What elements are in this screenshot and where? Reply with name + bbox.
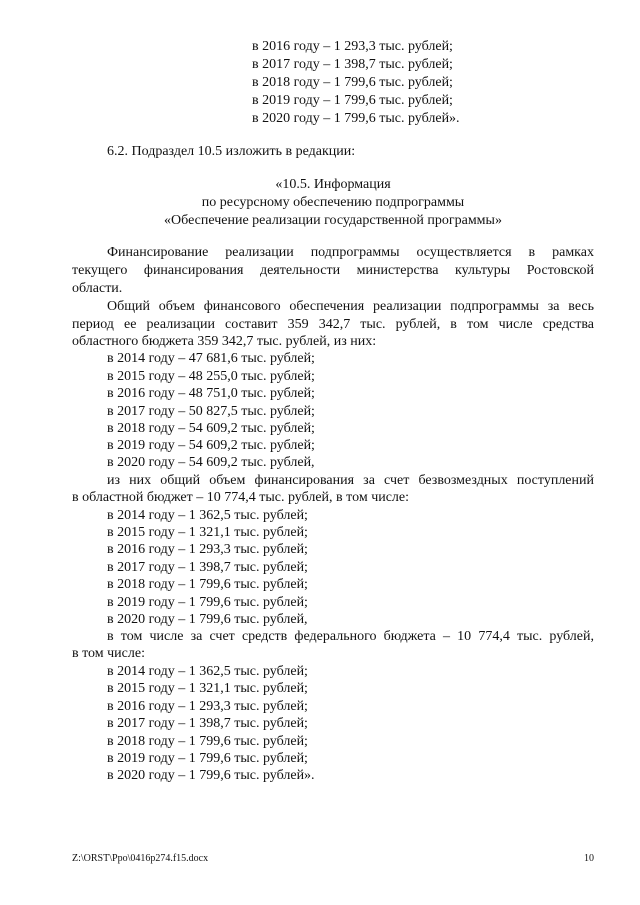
list-item: в 2020 году – 1 799,6 тыс. рублей». xyxy=(107,768,315,783)
list-item: в 2017 году – 50 827,5 тыс. рублей; xyxy=(107,404,315,419)
list-item: в 2015 году – 1 321,1 тыс. рублей; xyxy=(107,525,308,540)
paragraph-line: областного бюджета 359 342,7 тыс. рублей, из них: xyxy=(72,334,377,349)
paragraph-line: Финансирование реализации подпрограммы осуществляется в рамках xyxy=(107,245,594,260)
section-heading-line: «Обеспечение реализации государственной программы» xyxy=(164,213,502,228)
list-item: в 2014 году – 1 362,5 тыс. рублей; xyxy=(107,664,308,679)
list-item: в 2015 году – 1 321,1 тыс. рублей; xyxy=(107,681,308,696)
list-item: в 2018 году – 1 799,6 тыс. рублей; xyxy=(107,577,308,592)
page-number: 10 xyxy=(584,853,594,864)
paragraph-line: в том числе: xyxy=(72,646,145,661)
list-item: в 2014 году – 1 362,5 тыс. рублей; xyxy=(107,508,308,523)
item-6-2: 6.2. Подраздел 10.5 изложить в редакции: xyxy=(107,144,356,159)
list-item: в 2017 году – 1 398,7 тыс. рублей; xyxy=(107,716,308,731)
paragraph-line: из них общий объем финансирования за счет безвозмездных поступлений xyxy=(107,473,594,488)
list-item: в 2019 году – 54 609,2 тыс. рублей; xyxy=(107,438,315,453)
list-item: в 2016 году – 48 751,0 тыс. рублей; xyxy=(107,386,315,401)
list-item: в 2020 году – 54 609,2 тыс. рублей, xyxy=(107,455,315,470)
list-item: в 2018 году – 1 799,6 тыс. рублей; xyxy=(107,734,308,749)
list-item: в 2019 году – 1 799,6 тыс. рублей; xyxy=(107,595,308,610)
list-item: в 2014 году – 47 681,6 тыс. рублей; xyxy=(107,351,315,366)
top-list-item: в 2018 году – 1 799,6 тыс. рублей; xyxy=(252,75,453,90)
list-item: в 2019 году – 1 799,6 тыс. рублей; xyxy=(107,751,308,766)
list-item: в 2016 году – 1 293,3 тыс. рублей; xyxy=(107,542,308,557)
list-item: в 2017 году – 1 398,7 тыс. рублей; xyxy=(107,560,308,575)
top-list-item: в 2019 году – 1 799,6 тыс. рублей; xyxy=(252,93,453,108)
list-item: в 2020 году – 1 799,6 тыс. рублей, xyxy=(107,612,308,627)
paragraph-line: Общий объем финансового обеспечения реализации подпрограммы за весь xyxy=(107,299,594,314)
list-item: в 2018 году – 54 609,2 тыс. рублей; xyxy=(107,421,315,436)
top-list-item: в 2017 году – 1 398,7 тыс. рублей; xyxy=(252,57,453,72)
paragraph-line: в том числе за счет средств федерального бюджета – 10 774,4 тыс. рублей, xyxy=(107,629,594,644)
paragraph-line: период ее реализации составит 359 342,7 тыс. рублей, в том числе средства xyxy=(72,317,594,332)
paragraph-line: в областной бюджет – 10 774,4 тыс. рублей, в том числе: xyxy=(72,490,410,505)
list-item: в 2016 году – 1 293,3 тыс. рублей; xyxy=(107,699,308,714)
top-list-item: в 2020 году – 1 799,6 тыс. рублей». xyxy=(252,111,460,126)
top-list-item: в 2016 году – 1 293,3 тыс. рублей; xyxy=(252,39,453,54)
paragraph-line: области. xyxy=(72,281,123,296)
footer-file-path: Z:\ORST\Ppo\0416p274.f15.docx xyxy=(72,853,209,864)
list-item: в 2015 году – 48 255,0 тыс. рублей; xyxy=(107,369,315,384)
section-heading-line: по ресурсному обеспечению подпрограммы xyxy=(201,195,465,210)
section-heading-line: «10.5. Информация xyxy=(275,177,391,192)
paragraph-line: текущего финансирования деятельности министерства культуры Ростовской xyxy=(72,263,594,278)
